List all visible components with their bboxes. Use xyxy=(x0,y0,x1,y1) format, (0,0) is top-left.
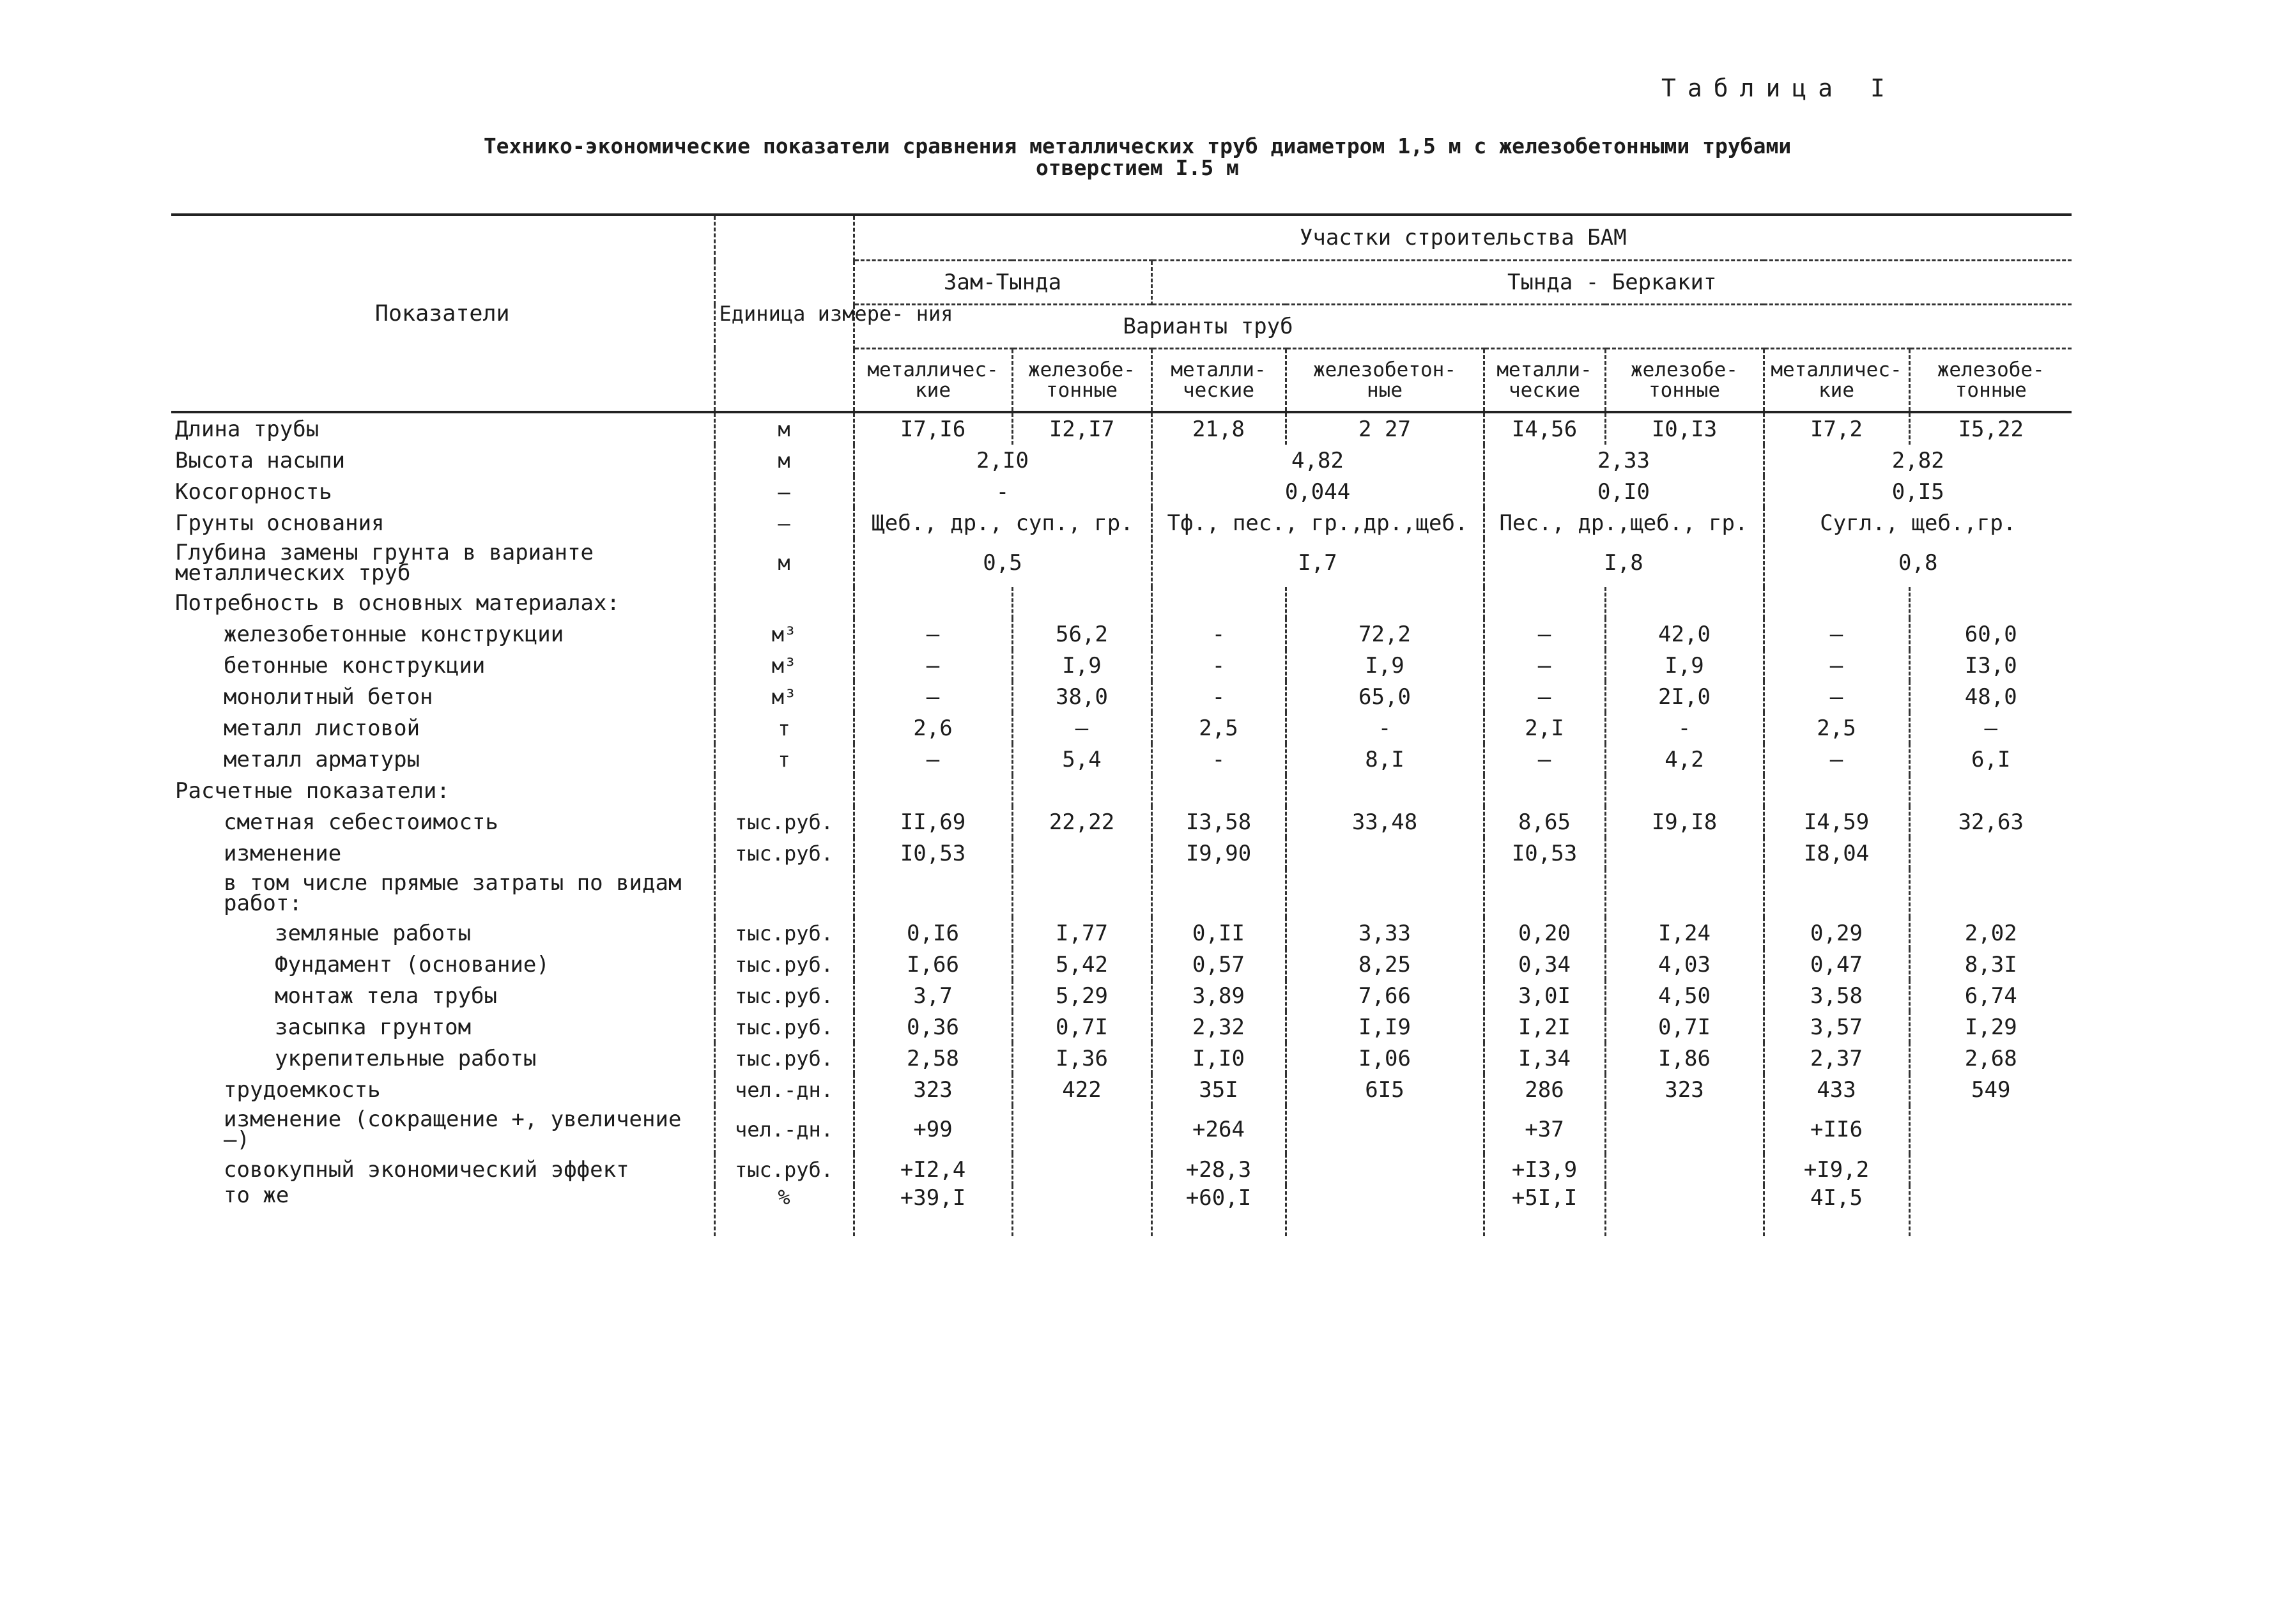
header-variant: металличес- кие xyxy=(854,349,1012,413)
cell-value: 32,63 xyxy=(1909,806,2072,838)
cell-value: – xyxy=(1484,618,1605,650)
cell-value: 4,03 xyxy=(1605,949,1764,980)
cell-value: – xyxy=(854,618,1012,650)
cell-value: 33,48 xyxy=(1286,806,1484,838)
cell-value: I,86 xyxy=(1605,1043,1764,1074)
cell-value xyxy=(1605,1185,1764,1236)
row-label: Расчетные показатели: xyxy=(175,778,450,804)
row-unit: м³ xyxy=(714,650,854,681)
header-section-b: Тында - Беркакит xyxy=(1151,261,2072,305)
table-row xyxy=(171,618,2072,650)
table-row xyxy=(171,949,2072,980)
row-unit: м xyxy=(714,539,854,587)
row-unit: м xyxy=(714,412,854,445)
cell-value: - xyxy=(1151,744,1286,775)
cell-value: I,66 xyxy=(854,949,1012,980)
table-row xyxy=(171,1105,2072,1154)
table-row xyxy=(171,587,2072,618)
row-unit: чел.-дн. xyxy=(714,1074,854,1105)
row-label: Глубина замены грунта в варианте металлических труб xyxy=(175,540,594,586)
cell-value: 2 27 xyxy=(1286,412,1484,445)
cell-value: 549 xyxy=(1909,1074,2072,1105)
cell-value: II,69 xyxy=(854,806,1012,838)
cell-value: 2,32 xyxy=(1151,1011,1286,1043)
table-row xyxy=(171,1185,2072,1236)
row-label: Фундамент (основание) xyxy=(275,951,550,977)
cell-value: +28,3 xyxy=(1151,1154,1286,1185)
cell-value: I,2I xyxy=(1484,1011,1605,1043)
cell-value: – xyxy=(854,681,1012,712)
cell-value: 0,36 xyxy=(854,1011,1012,1043)
table-row xyxy=(171,1011,2072,1043)
row-unit: м³ xyxy=(714,681,854,712)
cell-value: 0,47 xyxy=(1764,949,1909,980)
cell-value: 0,II xyxy=(1151,917,1286,949)
cell-value: 2,58 xyxy=(854,1043,1012,1074)
cell-value: 56,2 xyxy=(1012,618,1151,650)
cell-value: +5I,I xyxy=(1484,1185,1605,1236)
cell-value: 72,2 xyxy=(1286,618,1484,650)
cell-value: – xyxy=(1764,650,1909,681)
table-row xyxy=(171,838,2072,869)
cell-value: - xyxy=(1286,712,1484,744)
table-row xyxy=(171,744,2072,775)
cell-value: 2I,0 xyxy=(1605,681,1764,712)
row-unit: тыс.руб. xyxy=(714,917,854,949)
cell-value xyxy=(1012,838,1151,869)
cell-value: I,77 xyxy=(1012,917,1151,949)
row-unit: т xyxy=(714,744,854,775)
row-unit: тыс.руб. xyxy=(714,980,854,1011)
cell-value: 35I xyxy=(1151,1074,1286,1105)
cell-value: 3,57 xyxy=(1764,1011,1909,1043)
cell-value: Тф., пес., гр.,др.,щеб. xyxy=(1151,507,1484,539)
cell-value: I0,53 xyxy=(854,838,1012,869)
cell-value: 2,I0 xyxy=(854,445,1151,476)
cell-value: I7,2 xyxy=(1764,412,1909,445)
cell-value: – xyxy=(854,744,1012,775)
row-unit: тыс.руб. xyxy=(714,806,854,838)
row-label: металл листовой xyxy=(224,715,420,741)
row-unit: % xyxy=(714,1185,854,1236)
row-label: Длина трубы xyxy=(175,416,319,442)
cell-value xyxy=(1605,1154,1764,1185)
row-label: сметная себестоимость xyxy=(224,809,498,835)
row-unit: чел.-дн. xyxy=(714,1105,854,1154)
cell-value: - xyxy=(1605,712,1764,744)
table-row xyxy=(171,712,2072,744)
table-row xyxy=(171,476,2072,507)
cell-value xyxy=(1012,1105,1151,1154)
header-indicators: Показатели xyxy=(171,215,714,412)
header-variant: железобе- тонные xyxy=(1909,349,2072,413)
cell-value: 3,58 xyxy=(1764,980,1909,1011)
cell-value: 433 xyxy=(1764,1074,1909,1105)
cell-value: 2,5 xyxy=(1151,712,1286,744)
cell-value: 8,25 xyxy=(1286,949,1484,980)
row-unit: тыс.руб. xyxy=(714,838,854,869)
cell-value: 2,33 xyxy=(1484,445,1764,476)
cell-value: 4,82 xyxy=(1151,445,1484,476)
cell-value: +I2,4 xyxy=(854,1154,1012,1185)
row-label: укрепительные работы xyxy=(275,1045,537,1071)
row-label: металл арматуры xyxy=(224,746,420,772)
cell-value: – xyxy=(1764,618,1909,650)
cell-value: 8,I xyxy=(1286,744,1484,775)
cell-value: 7,66 xyxy=(1286,980,1484,1011)
cell-value: I3,0 xyxy=(1909,650,2072,681)
cell-value: I0,53 xyxy=(1484,838,1605,869)
cell-value: – xyxy=(854,650,1012,681)
row-label: то же xyxy=(224,1183,289,1208)
cell-value: 286 xyxy=(1484,1074,1605,1105)
cell-value: I5,22 xyxy=(1909,412,2072,445)
cell-value: 2,5 xyxy=(1764,712,1909,744)
cell-value: – xyxy=(1764,681,1909,712)
cell-value: - xyxy=(1151,650,1286,681)
cell-value: 2,68 xyxy=(1909,1043,2072,1074)
table-row xyxy=(171,1074,2072,1105)
cell-value: I4,59 xyxy=(1764,806,1909,838)
cell-value: 60,0 xyxy=(1909,618,2072,650)
table-row xyxy=(171,539,2072,587)
cell-value: 323 xyxy=(854,1074,1012,1105)
cell-value: - xyxy=(1151,681,1286,712)
cell-value: 0,8 xyxy=(1764,539,2072,587)
cell-value: Щеб., др., суп., гр. xyxy=(854,507,1151,539)
cell-value: I9,I8 xyxy=(1605,806,1764,838)
cell-value xyxy=(1909,838,2072,869)
row-label: засыпка грунтом xyxy=(275,1014,472,1040)
cell-value xyxy=(1909,1154,2072,1185)
cell-value: 0,I0 xyxy=(1484,476,1764,507)
cell-value: 8,65 xyxy=(1484,806,1605,838)
cell-value: 0,7I xyxy=(1605,1011,1764,1043)
cell-value: 6,I xyxy=(1909,744,2072,775)
cell-value: I,9 xyxy=(1605,650,1764,681)
cell-value: I,24 xyxy=(1605,917,1764,949)
cell-value: 0,34 xyxy=(1484,949,1605,980)
header-variant: железобетон- ные xyxy=(1286,349,1484,413)
title-line-1: Технико-экономические показатели сравнения металлических труб диаметром 1,5 м с железобетонными трубами xyxy=(483,134,1792,158)
header-variants: Варианты труб xyxy=(854,305,2072,349)
header-variant: железобе- тонные xyxy=(1012,349,1151,413)
cell-value: 0,I5 xyxy=(1764,476,2072,507)
cell-value: 48,0 xyxy=(1909,681,2072,712)
cell-value: 3,33 xyxy=(1286,917,1484,949)
row-unit: тыс.руб. xyxy=(714,1043,854,1074)
cell-value xyxy=(1012,1185,1151,1236)
row-label: Потребность в основных материалах: xyxy=(175,590,620,616)
cell-value: 8,3I xyxy=(1909,949,2072,980)
cell-value xyxy=(1909,1185,2072,1236)
cell-value: I,06 xyxy=(1286,1043,1484,1074)
table-row xyxy=(171,445,2072,476)
cell-value: I,9 xyxy=(1286,650,1484,681)
cell-value: I,9 xyxy=(1012,650,1151,681)
cell-value xyxy=(1605,1105,1764,1154)
row-unit: м³ xyxy=(714,618,854,650)
cell-value: 4,50 xyxy=(1605,980,1764,1011)
cell-value: 2,02 xyxy=(1909,917,2072,949)
cell-value: I,I0 xyxy=(1151,1043,1286,1074)
cell-value xyxy=(1909,1105,2072,1154)
cell-value: +60,I xyxy=(1151,1185,1286,1236)
header-variant: металличес- кие xyxy=(1764,349,1909,413)
cell-value: I,7 xyxy=(1151,539,1484,587)
cell-value: 3,0I xyxy=(1484,980,1605,1011)
cell-value: I,29 xyxy=(1909,1011,2072,1043)
cell-value: – xyxy=(1484,650,1605,681)
title-line-2: отверстием I.5 м xyxy=(1036,155,1239,180)
cell-value: +37 xyxy=(1484,1105,1605,1154)
header-unit: Единица измере- ния xyxy=(714,215,854,412)
header-sections: Участки строительства БАМ xyxy=(854,215,2072,261)
cell-value: I,I9 xyxy=(1286,1011,1484,1043)
cell-value xyxy=(1605,838,1764,869)
table-row xyxy=(171,507,2072,539)
cell-value: I,34 xyxy=(1484,1043,1605,1074)
cell-value: – xyxy=(1484,681,1605,712)
cell-value: 0,20 xyxy=(1484,917,1605,949)
cell-value: I0,I3 xyxy=(1605,412,1764,445)
row-unit: – xyxy=(714,507,854,539)
row-label: земляные работы xyxy=(275,920,472,946)
cell-value xyxy=(1286,1185,1484,1236)
cell-value: I7,I6 xyxy=(854,412,1012,445)
header-variant: металли- ческие xyxy=(1151,349,1286,413)
cell-value: 6,74 xyxy=(1909,980,2072,1011)
cell-value: 5,42 xyxy=(1012,949,1151,980)
table-row xyxy=(171,412,2072,445)
table-row xyxy=(171,917,2072,949)
cell-value: +I3,9 xyxy=(1484,1154,1605,1185)
cell-value: 4I,5 xyxy=(1764,1185,1909,1236)
cell-value: Сугл., щеб.,гр. xyxy=(1764,507,2072,539)
row-unit: тыс.руб. xyxy=(714,1011,854,1043)
cell-value: 4,2 xyxy=(1605,744,1764,775)
cell-value: 0,044 xyxy=(1151,476,1484,507)
table-row xyxy=(171,650,2072,681)
cell-value: +264 xyxy=(1151,1105,1286,1154)
cell-value: 2,82 xyxy=(1764,445,2072,476)
cell-value: 21,8 xyxy=(1151,412,1286,445)
cell-value: 3,7 xyxy=(854,980,1012,1011)
cell-value: +99 xyxy=(854,1105,1012,1154)
cell-value: – xyxy=(1909,712,2072,744)
header-variant: железобе- тонные xyxy=(1605,349,1764,413)
cell-value: 6I5 xyxy=(1286,1074,1484,1105)
table-row xyxy=(171,806,2072,838)
cell-value: 5,29 xyxy=(1012,980,1151,1011)
cell-value: – xyxy=(1484,744,1605,775)
table-row xyxy=(171,1043,2072,1074)
row-label: монтаж тела трубы xyxy=(275,983,497,1009)
cell-value: 5,4 xyxy=(1012,744,1151,775)
cell-value: 0,57 xyxy=(1151,949,1286,980)
row-label: совокупный экономический эффект xyxy=(224,1156,629,1183)
cell-value: 2,37 xyxy=(1764,1043,1909,1074)
cell-value: +I9,2 xyxy=(1764,1154,1909,1185)
cell-value: Пес., др.,щеб., гр. xyxy=(1484,507,1764,539)
comparison-table xyxy=(171,213,2072,1236)
row-label: изменение xyxy=(224,840,342,866)
table-row xyxy=(171,681,2072,712)
row-unit: тыс.руб. xyxy=(714,949,854,980)
cell-value: 0,I6 xyxy=(854,917,1012,949)
row-label: Косогорность xyxy=(175,479,332,505)
cell-value: I4,56 xyxy=(1484,412,1605,445)
cell-value: +39,I xyxy=(854,1185,1012,1236)
cell-value: 2,I xyxy=(1484,712,1605,744)
cell-value: 0,5 xyxy=(854,539,1151,587)
header-section-a: Зам-Тында xyxy=(854,261,1151,305)
row-label: бетонные конструкции xyxy=(224,652,486,678)
cell-value: 22,22 xyxy=(1012,806,1151,838)
row-label: в том числе прямые затраты по видам работ: xyxy=(224,870,682,916)
row-label: Грунты основания xyxy=(175,510,385,536)
cell-value: I9,90 xyxy=(1151,838,1286,869)
table-row xyxy=(171,1154,2072,1185)
row-label: железобетонные конструкции xyxy=(224,621,564,647)
row-unit: м xyxy=(714,445,854,476)
row-label: изменение (сокращение +, увеличение –) xyxy=(224,1107,682,1153)
cell-value: 65,0 xyxy=(1286,681,1484,712)
document-title xyxy=(358,135,1917,179)
row-label: монолитный бетон xyxy=(224,684,433,710)
cell-value: – xyxy=(1764,744,1909,775)
cell-value: 42,0 xyxy=(1605,618,1764,650)
row-unit: тыс.руб. xyxy=(714,1154,854,1185)
cell-value xyxy=(1286,1154,1484,1185)
cell-value xyxy=(1286,838,1484,869)
cell-value: I3,58 xyxy=(1151,806,1286,838)
row-unit: – xyxy=(714,476,854,507)
cell-value: - xyxy=(1151,618,1286,650)
cell-value: 0,29 xyxy=(1764,917,1909,949)
cell-value: I2,I7 xyxy=(1012,412,1151,445)
table-row xyxy=(171,869,2072,917)
cell-value: +II6 xyxy=(1764,1105,1909,1154)
table-row xyxy=(171,980,2072,1011)
cell-value: 3,89 xyxy=(1151,980,1286,1011)
header-variant: металли- ческие xyxy=(1484,349,1605,413)
table-row xyxy=(171,775,2072,806)
cell-value: I,36 xyxy=(1012,1043,1151,1074)
cell-value: – xyxy=(1012,712,1151,744)
row-label: трудоемкость xyxy=(224,1076,381,1103)
row-label: Высота насыпи xyxy=(175,447,346,473)
cell-value: 2,6 xyxy=(854,712,1012,744)
cell-value: I,8 xyxy=(1484,539,1764,587)
table-number: Таблица I xyxy=(1661,74,1896,102)
cell-value: 38,0 xyxy=(1012,681,1151,712)
cell-value: 323 xyxy=(1605,1074,1764,1105)
cell-value: - xyxy=(854,476,1151,507)
cell-value: I8,04 xyxy=(1764,838,1909,869)
cell-value xyxy=(1012,1154,1151,1185)
cell-value xyxy=(1286,1105,1484,1154)
row-unit: т xyxy=(714,712,854,744)
cell-value: 422 xyxy=(1012,1074,1151,1105)
cell-value: 0,7I xyxy=(1012,1011,1151,1043)
